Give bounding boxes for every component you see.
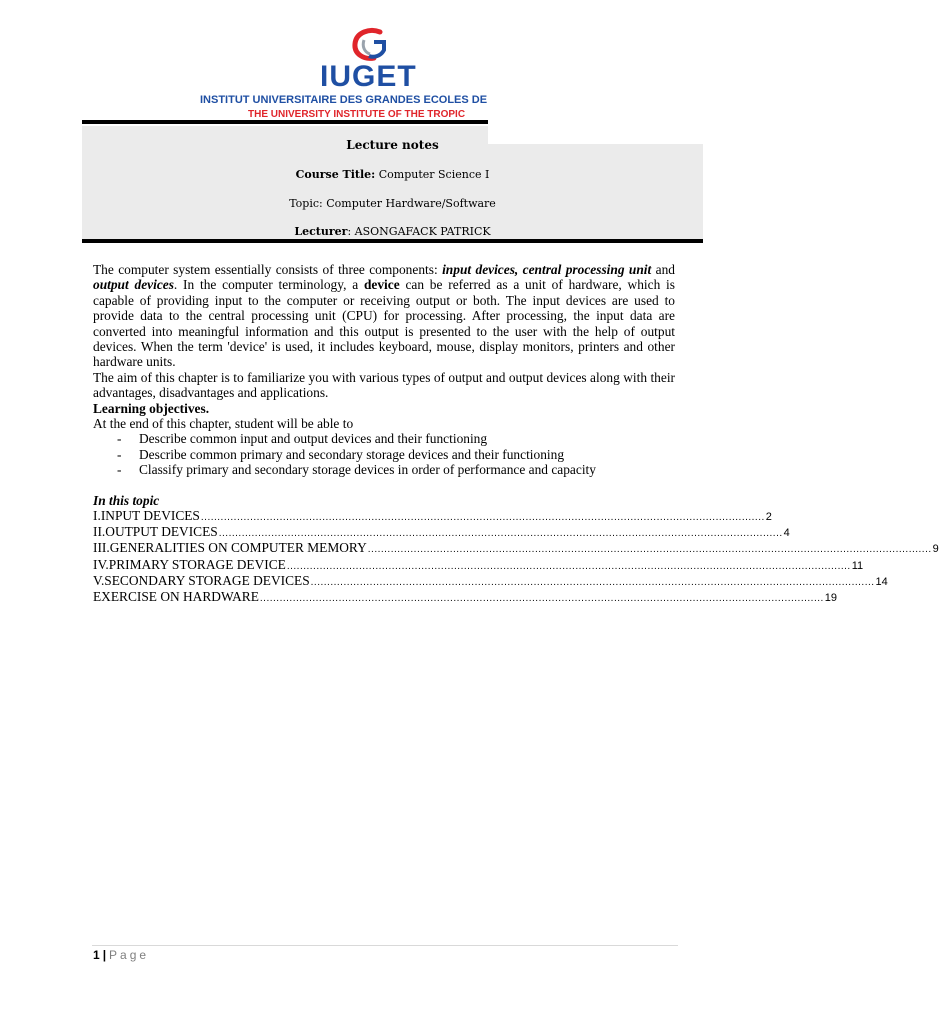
header-topic — [82, 197, 703, 210]
toc-entry[interactable]: III. GENERALITIES ON COMPUTER MEMORY ............................................................................................................................................................................ 9 — [93, 540, 675, 556]
objectives-intro: At the end of this chapter, student will be able to — [93, 416, 354, 432]
course-value: Computer Science I — [378, 168, 490, 181]
toc-leader: ............................................................................................................................................................................ — [218, 528, 783, 540]
list-item: - Describe common primary and secondary storage devices and their functioning — [117, 446, 565, 462]
course-label: Course Title: — [295, 168, 376, 181]
institution-logo — [196, 26, 496, 122]
header-title: Lecture notes — [346, 138, 439, 152]
page-number: 1 — [93, 948, 100, 962]
toc-entry[interactable]: I. INPUT DEVICES ............................................................................................................................................................................ 2 — [93, 508, 675, 524]
toc-entry[interactable]: II. OUTPUT DEVICES ............................................................................................................................................................................ 4 — [93, 524, 675, 540]
intro-paragraph: The computer system essentially consists of three components: input devices, central processing unit and output devices. In the computer terminology, a device can be referred as a unit of hardware, which is capable of providing input to the computer or receiving output or both. The input devices are used to provide data to the central processing unit (CPU) for processing. After processing, the input data are converted into meaningful information and this output is presented to the user with the help of output devices. When the term 'device' is used, it includes keyboard, mouse, display monitors, printers and other hardware units. — [93, 262, 675, 370]
header-bottom-rule — [82, 239, 703, 243]
logo-subtitle-french: INSTITUT UNIVERSITAIRE DES GRANDES ECOLES DE — [200, 94, 488, 106]
main-content — [93, 262, 939, 605]
toc-entry[interactable]: V. SECONDARY STORAGE DEVICES ............................................................................................................................................................................ 14 — [93, 573, 675, 589]
header-course — [82, 168, 703, 181]
lecturer-label: Lecturer — [294, 225, 348, 238]
toc-leader: ............................................................................................................................................................................ — [259, 593, 824, 605]
list-item: - Describe common input and output devices and their functioning — [117, 431, 488, 447]
toc-entry[interactable]: IV. PRIMARY STORAGE DEVICE ............................................................................................................................................................................ 11 — [93, 557, 675, 573]
objectives-heading: Learning objectives. — [93, 400, 210, 416]
lecturer-value: : ASONGAFACK PATRICK — [347, 225, 491, 238]
toc-leader: ............................................................................................................................................................................ — [200, 512, 765, 524]
list-item: - Classify primary and secondary storage devices in order of performance and capacity — [117, 462, 596, 478]
iuget-emblem-icon — [350, 28, 390, 64]
page-label: Page — [109, 948, 150, 962]
topic-value: Computer Hardware/Software — [326, 197, 496, 210]
lecture-header — [82, 120, 703, 244]
page-footer — [93, 948, 149, 962]
aim-paragraph: The aim of this chapter is to familiarize you with various types of output and output devices along with their advantages, disadvantages and applications. — [93, 369, 675, 401]
logo-subtitle-english: THE UNIVERSITY INSTITUTE OF THE TROPIC — [248, 109, 466, 120]
header-lecturer — [82, 225, 703, 238]
logo-wordmark: IUGET — [320, 60, 417, 93]
objectives-list — [93, 431, 675, 477]
table-of-contents — [93, 508, 939, 605]
topic-label: Topic: — [289, 197, 323, 210]
header-top-rule — [82, 120, 488, 124]
toc-heading: In this topic — [93, 492, 160, 508]
toc-leader: ............................................................................................................................................................................ — [286, 560, 851, 572]
footer-separator: | — [102, 948, 107, 962]
toc-leader: ............................................................................................................................................................................ — [367, 544, 932, 556]
toc-leader: ............................................................................................................................................................................ — [310, 576, 875, 588]
toc-entry[interactable]: EXERCISE ON HARDWARE ............................................................................................................................................................................ 19 — [93, 589, 675, 605]
footer-rule — [92, 945, 678, 946]
